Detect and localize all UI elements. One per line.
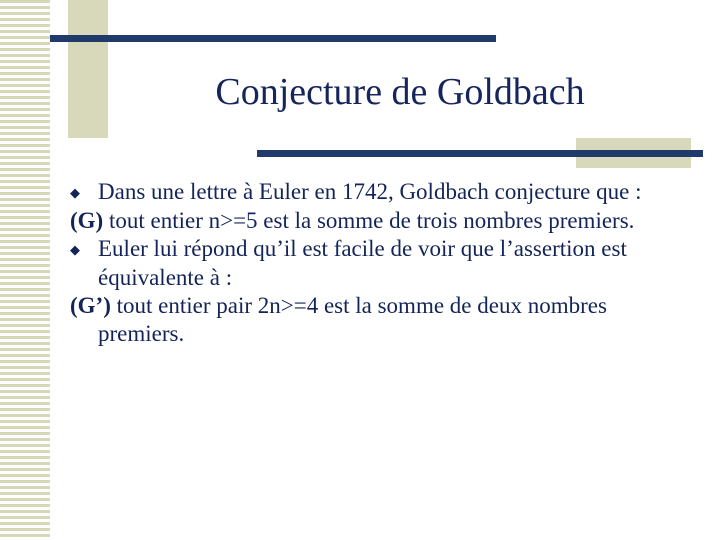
- bullet-euler-reply: [70, 235, 690, 292]
- statement-g-prime-text: tout entier pair 2n>=4 est la somme de deux nombres premiers.: [98, 293, 607, 346]
- statement-g: [70, 207, 690, 235]
- slide-title: Conjecture de Goldbach: [215, 71, 585, 113]
- diamond-bullet-icon: ◆: [70, 185, 80, 200]
- diamond-bullet-icon: ◆: [70, 242, 80, 257]
- bullet-euler-reply-text: Euler lui répond qu’il est facile de voir que l’assertion est équivalente à :: [98, 236, 627, 290]
- slide-content: [70, 178, 690, 348]
- statement-g-label: (G): [70, 208, 104, 233]
- bullet-letter-to-euler-text: Dans une lettre à Euler en 1742, Goldbach conjecture que :: [98, 179, 642, 204]
- bullet-letter-to-euler: [70, 178, 690, 207]
- statement-g-prime: [70, 292, 690, 348]
- statement-g-text: tout entier n>=5 est la somme de trois nombres premiers.: [103, 208, 635, 233]
- statement-g-prime-label: (G’): [70, 293, 111, 318]
- top-divider-line: [50, 35, 496, 42]
- bottom-divider-line: [257, 150, 703, 157]
- left-striped-strip: [0, 0, 50, 540]
- top-accent-block: [68, 0, 108, 138]
